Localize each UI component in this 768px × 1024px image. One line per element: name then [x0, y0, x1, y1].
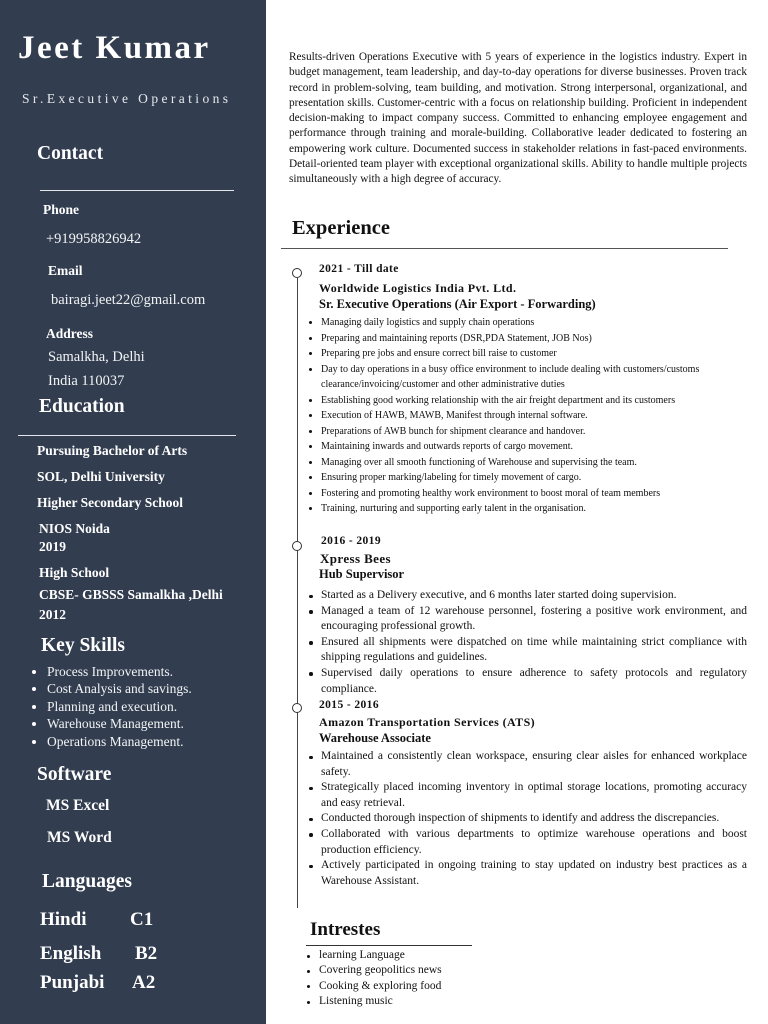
list-item: Managed a team of 12 warehouse personnel, fostering a positive work environment, and encouraging professional growth. [307, 604, 747, 635]
job-role: Sr. Executive Operations (Air Export - Forwarding) [319, 297, 596, 311]
phone-label: Phone [43, 202, 80, 217]
list-item: Maintaining inwards and outwards reports of cargo movement. [307, 439, 747, 455]
sidebar [0, 0, 266, 1024]
education-item: CBSE- GBSSS Samalkha ,Delhi [39, 587, 223, 602]
list-item: Collaborated with various departments to optimize warehouse operations and boost production efficiency. [307, 827, 747, 858]
language-level: C1 [130, 909, 154, 930]
contact-divider [40, 190, 234, 191]
language-level: A2 [132, 972, 156, 993]
job-role: Warehouse Associate [319, 731, 431, 745]
skill-item: Operations Management. [30, 733, 260, 750]
skill-item: Process Improvements. [30, 663, 260, 680]
language-name: Punjabi [40, 972, 105, 993]
list-item: Fostering and promoting healthy work environment to boost moral of team members [307, 486, 747, 502]
list-item: Day to day operations in a busy office environment to include dealing with customers/customs clearance/invoicing/customer and other administrative duties [307, 362, 747, 393]
education-item: 2012 [39, 607, 66, 622]
list-item: Cooking & exploring food [305, 979, 605, 994]
email-label: Email [48, 263, 83, 278]
experience-heading: Experience [292, 217, 390, 239]
job-responsibilities [307, 749, 747, 889]
list-item: Maintained a consistently clean workspace, ensuring clear aisles for enhanced workplace safety. [307, 749, 747, 780]
email-value: bairagi.jeet22@gmail.com [51, 292, 206, 308]
list-item: Ensuring proper marking/labeling for timely movement of cargo. [307, 470, 747, 486]
skill-item: Planning and execution. [30, 698, 260, 715]
list-item: Training, nurturing and supporting early talent in the organisation. [307, 501, 747, 517]
education-item: NIOS Noida [39, 521, 110, 536]
list-item: Managing over all smooth functioning of Warehouse and supervising the team. [307, 455, 747, 471]
list-item: Preparing pre jobs and ensure correct bill raise to customer [307, 346, 747, 362]
job-period: 2016 - 2019 [321, 535, 381, 547]
timeline-dot-icon [292, 541, 302, 551]
education-heading: Education [39, 396, 125, 417]
interests-divider [306, 945, 472, 946]
timeline-dot-icon [292, 268, 302, 278]
job-role: Hub Supervisor [319, 567, 405, 581]
language-name: Hindi [40, 909, 87, 930]
list-item: Started as a Delivery executive, and 6 months later started doing supervision. [307, 588, 747, 604]
profile-summary: Results-driven Operations Executive with 5 years of experience in the logistics industry. Expert in budget management, team leadership, and day-to-day operations for diverse businesses. Proven track record in problem-solving, team building, and motivation. Strong interpersonal, organizational, and presentation skills. Customer-centric with a focus on relationship building. Proficient in independent decision-making to impact company success. Committed to enhancing employee engagement and performance through training and morale-building. Collaborative leader dedicated to fostering an empowering work culture. Documented success in stakeholder relations in fast-paced environments. Detail-oriented team player with exceptional organizational skills. Ability to handle multiple projects simultaneously with a high degree of accuracy. [289, 51, 747, 186]
job-company: Worldwide Logistics India Pvt. Ltd. [319, 281, 517, 295]
education-item: Pursuing Bachelor of Arts [37, 443, 188, 458]
software-item: MS Excel [46, 797, 110, 814]
list-item: Strategically placed incoming inventory in optimal storage locations, promoting accuracy and easy retrieval. [307, 780, 747, 811]
language-name: English [40, 943, 102, 964]
skills-list [30, 663, 260, 750]
languages-heading: Languages [42, 871, 132, 892]
list-item: Preparing and maintaining reports (DSR,PDA Statement, JOB Nos) [307, 331, 747, 347]
list-item: Managing daily logistics and supply chain operations [307, 315, 747, 331]
address-line-2: India 110037 [48, 373, 125, 389]
address-line-1: Samalkha, Delhi [48, 349, 145, 365]
education-item: Higher Secondary School [37, 495, 184, 510]
skills-heading: Key Skills [41, 635, 125, 656]
list-item: Ensured all shipments were dispatched on time while maintaining strict compliance with shipping regulations and guidelines. [307, 635, 747, 666]
list-item: Supervised daily operations to ensure adherence to safety protocols and regulatory compliance. [307, 666, 747, 697]
job-responsibilities [307, 588, 747, 697]
phone-value: +919958826942 [46, 231, 142, 247]
education-item: 2019 [39, 539, 66, 554]
list-item: Establishing good working relationship with the air freight department and its customers [307, 393, 747, 409]
address-label: Address [46, 326, 94, 341]
job-period: 2015 - 2016 [319, 699, 379, 711]
experience-divider [281, 248, 728, 249]
skill-item: Warehouse Management. [30, 715, 260, 732]
contact-heading: Contact [37, 143, 104, 164]
education-item: High School [39, 565, 110, 580]
education-divider [18, 435, 236, 436]
timeline-line [297, 278, 298, 908]
candidate-name: Jeet Kumar [18, 30, 211, 66]
list-item: Preparations of AWB bunch for shipment clearance and handover. [307, 424, 747, 440]
job-company: Xpress Bees [320, 551, 391, 566]
job-company: Amazon Transportation Services (ATS) [319, 715, 536, 729]
education-item: SOL, Delhi University [37, 469, 165, 484]
job-responsibilities [307, 315, 747, 517]
list-item: Covering geopolitics news [305, 963, 605, 978]
interests-heading: Intrestes [310, 919, 381, 940]
list-item: Conducted thorough inspection of shipments to identify and address the discrepancies. [307, 811, 747, 827]
list-item: Actively participated in ongoing training to stay updated on industry best practices as a Warehouse Assistant. [307, 858, 747, 889]
software-item: MS Word [47, 829, 112, 846]
job-title: Sr.Executive Operations [22, 91, 232, 106]
language-level: B2 [135, 943, 158, 964]
software-heading: Software [37, 764, 112, 785]
list-item: Listening music [305, 994, 605, 1009]
list-item: learning Language [305, 948, 605, 963]
interests-list [305, 948, 605, 1010]
timeline-dot-icon [292, 703, 302, 713]
job-period: 2021 - Till date [319, 263, 399, 275]
list-item: Execution of HAWB, MAWB, Manifest through internal software. [307, 408, 747, 424]
skill-item: Cost Analysis and savings. [30, 680, 260, 697]
